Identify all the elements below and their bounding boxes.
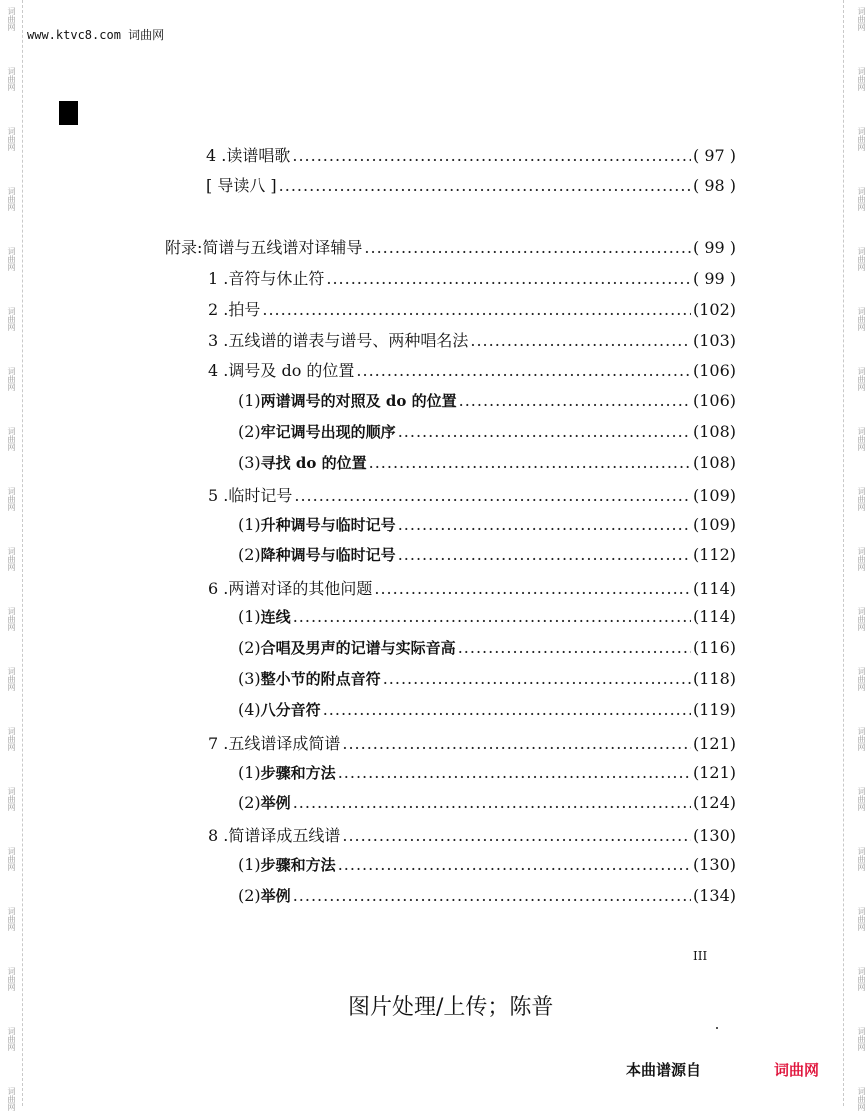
toc-entry[interactable] (208, 266, 736, 289)
toc-entry-title: 五线谱译成简谱 (228, 734, 341, 753)
toc-entry-title: 两谱调号的对照及 do 的位置 (260, 392, 457, 410)
toc-leader-dots (293, 793, 691, 812)
toc-subentry[interactable] (238, 637, 736, 658)
watermark-text: 词曲网 (857, 847, 866, 871)
toc-entry-number: 6 . (208, 579, 229, 598)
footer-source-label: 本曲谱源自 (626, 1061, 702, 1079)
toc-entry-page: (118) (692, 669, 736, 688)
toc-entry-title: 步骤和方法 (260, 856, 336, 874)
toc-entry[interactable] (165, 235, 736, 258)
toc-leader-dots (279, 176, 691, 195)
toc-entry-title: 连线 (260, 608, 291, 626)
watermark-text: 词曲网 (7, 727, 16, 751)
toc-entry[interactable] (208, 328, 736, 351)
toc-leader-dots (293, 607, 691, 626)
toc-entry-page: (119) (692, 700, 736, 719)
watermark-text: 词曲网 (7, 367, 16, 391)
toc-entry-number: (1) (238, 391, 261, 410)
toc-entry-title: 降种调号与临时记号 (260, 546, 396, 564)
watermark-text: 词曲网 (857, 427, 866, 451)
toc-entry-page: (108) (692, 453, 736, 472)
toc-entry-page: ( 99 ) (692, 269, 736, 288)
toc-entry-title: 牢记调号出现的顺序 (260, 423, 396, 441)
toc-leader-dots (326, 269, 691, 288)
toc-entry-number: 1 . (208, 269, 229, 288)
watermark-text: 词曲网 (857, 127, 866, 151)
watermark-text: 词曲网 (857, 967, 866, 991)
toc-leader-dots (470, 331, 691, 350)
toc-entry-page: (108) (692, 422, 736, 441)
watermark-text: 词曲网 (857, 7, 866, 31)
toc-subentry[interactable] (238, 885, 736, 906)
toc-entry-number: (2) (238, 422, 261, 441)
toc-subentry[interactable] (238, 421, 736, 442)
toc-subentry[interactable] (238, 514, 736, 535)
toc-subentry[interactable] (238, 390, 736, 411)
toc-entry[interactable] (206, 143, 736, 166)
toc-entry-title: 合唱及男声的记谱与实际音高 (260, 639, 456, 657)
watermark-text: 词曲网 (857, 1027, 866, 1051)
watermark-text: 词曲网 (857, 67, 866, 91)
watermark-text: 词曲网 (7, 187, 16, 211)
toc-subentry[interactable] (238, 668, 736, 689)
toc-entry-title: 拍号 (228, 300, 261, 319)
toc-entry-page: (109) (692, 486, 736, 505)
watermark-text: 词曲网 (857, 667, 866, 691)
toc-entry-title: 举例 (260, 794, 291, 812)
toc-entry-page: (106) (692, 361, 736, 380)
toc-subentry[interactable] (238, 792, 736, 813)
toc-entry-page: (112) (692, 545, 736, 564)
toc-subentry[interactable] (238, 544, 736, 565)
toc-entry-number: (1) (238, 607, 261, 626)
toc-entry-title: 升种调号与临时记号 (260, 516, 396, 534)
toc-leader-dots (398, 422, 691, 441)
toc-entry-page: ( 99 ) (692, 238, 736, 257)
watermark-text: 词曲网 (857, 487, 866, 511)
toc-entry-page: ( 97 ) (692, 146, 736, 165)
toc-entry-number: 3 . (208, 331, 229, 350)
watermark-text: 词曲网 (7, 487, 16, 511)
toc-entry-number: (1) (238, 763, 261, 782)
toc-entry[interactable] (208, 483, 736, 506)
toc-leader-dots (374, 579, 691, 598)
toc-leader-dots (364, 238, 691, 257)
toc-leader-dots (398, 515, 691, 534)
watermark-text: 词曲网 (7, 607, 16, 631)
toc-leader-dots (292, 146, 691, 165)
toc-entry-page: (114) (692, 579, 736, 598)
toc-leader-dots (369, 453, 691, 472)
watermark-text: 词曲网 (7, 1027, 16, 1051)
toc-entry-page: (109) (692, 515, 736, 534)
image-credit: 图片处理/上传；陈普 (348, 995, 554, 1020)
toc-subentry[interactable] (238, 699, 736, 720)
toc-leader-dots (293, 886, 691, 905)
watermark-text: 词曲网 (7, 247, 16, 271)
toc-entry-page: (103) (692, 331, 736, 350)
toc-entry-title: 读谱唱歌 (226, 146, 291, 165)
watermark-text: 词曲网 (7, 67, 16, 91)
toc-leader-dots (398, 545, 691, 564)
toc-subentry[interactable] (238, 762, 736, 783)
site-url[interactable]: www.ktvc8.com 词曲网 (27, 28, 165, 42)
watermark-text: 词曲网 (7, 1087, 16, 1111)
watermark-text: 词曲网 (857, 727, 866, 751)
toc-subentry[interactable] (238, 606, 736, 627)
watermark-text: 词曲网 (857, 907, 866, 931)
watermark-text: 词曲网 (857, 787, 866, 811)
toc-entry-title: 简谱译成五线谱 (228, 826, 341, 845)
toc-entry-number: (1) (238, 855, 261, 874)
toc-entry-number: (3) (238, 669, 261, 688)
toc-entry-number: (3) (238, 453, 261, 472)
toc-leader-dots (458, 638, 691, 657)
toc-leader-dots (342, 734, 691, 753)
footer-brand-link[interactable]: 词曲网 (774, 1061, 820, 1079)
toc-leader-dots (323, 700, 691, 719)
toc-entry[interactable] (208, 576, 736, 599)
toc-entry-page: (124) (692, 793, 736, 812)
toc-leader-dots (338, 855, 691, 874)
toc-entry-page: (116) (692, 638, 736, 657)
toc-entry-page: (130) (692, 855, 736, 874)
toc-entry-title: 简谱与五线谱对译辅导 (202, 238, 363, 257)
toc-entry-number: (2) (238, 638, 261, 657)
watermark-text: 词曲网 (7, 307, 16, 331)
toc-entry-title: 两谱对译的其他问题 (228, 579, 373, 598)
watermark-text: 词曲网 (7, 967, 16, 991)
toc-entry-page: (106) (692, 391, 736, 410)
toc-entry-number: 4 . (206, 146, 227, 165)
toc-entry[interactable] (208, 297, 736, 320)
toc-entry-title: 步骤和方法 (260, 764, 336, 782)
toc-entry[interactable] (208, 731, 736, 754)
watermark-text: 词曲网 (7, 847, 16, 871)
toc-entry-number: (2) (238, 886, 261, 905)
toc-entry-page: (130) (692, 826, 736, 845)
toc-leader-dots (459, 391, 691, 410)
watermark-text: 词曲网 (857, 307, 866, 331)
toc-entry-page: (114) (692, 607, 736, 626)
watermark-text: 词曲网 (7, 427, 16, 451)
toc-entry-number: (4) (238, 700, 261, 719)
watermark-text: 词曲网 (7, 787, 16, 811)
toc-entry-number: (2) (238, 793, 261, 812)
toc-entry-title: 寻找 do 的位置 (260, 454, 367, 472)
page-number: III (693, 949, 708, 963)
toc-subentry[interactable] (238, 452, 736, 473)
toc-entry-page: (121) (692, 734, 736, 753)
toc-entry-title: 五线谱的谱表与谱号、两种唱名法 (228, 331, 469, 350)
toc-entry-page: (102) (692, 300, 736, 319)
toc-entry-title: 调号及 do 的位置 (228, 361, 355, 380)
watermark-text: 词曲网 (857, 547, 866, 571)
toc-entry-page: (121) (692, 763, 736, 782)
watermark-text: 词曲网 (857, 1087, 866, 1111)
toc-entry-title: [ 导读八 ] (206, 176, 277, 195)
watermark-text: 词曲网 (857, 247, 866, 271)
toc-entry-number: 附录: (165, 238, 203, 257)
watermark-text: 词曲网 (857, 607, 866, 631)
toc-entry-number: 8 . (208, 826, 229, 845)
toc-entry-title: 举例 (260, 887, 291, 905)
toc-leader-dots (294, 486, 691, 505)
toc-leader-dots (262, 300, 691, 319)
toc-entry-number: 2 . (208, 300, 229, 319)
toc-entry[interactable] (206, 173, 736, 196)
toc-entry-number: 4 . (208, 361, 229, 380)
watermark-text: 词曲网 (7, 547, 16, 571)
toc-entry-number: 5 . (208, 486, 229, 505)
speck (716, 1027, 718, 1029)
toc-entry-number: (2) (238, 545, 261, 564)
toc-entry-title: 整小节的附点音符 (260, 670, 381, 688)
toc-entry-number: 7 . (208, 734, 229, 753)
toc-entry-title: 音符与休止符 (228, 269, 325, 288)
toc-leader-dots (338, 763, 691, 782)
toc-leader-dots (356, 361, 691, 380)
watermark-text: 词曲网 (857, 187, 866, 211)
toc-subentry[interactable] (238, 854, 736, 875)
watermark-text: 词曲网 (7, 7, 16, 31)
toc-entry-title: 临时记号 (228, 486, 293, 505)
toc-entry-title: 八分音符 (260, 701, 321, 719)
toc-entry-number: (1) (238, 515, 261, 534)
toc-entry[interactable] (208, 358, 736, 381)
toc-entry-page: (134) (692, 886, 736, 905)
watermark-text: 词曲网 (7, 667, 16, 691)
toc-entry[interactable] (208, 823, 736, 846)
watermark-text: 词曲网 (7, 127, 16, 151)
watermark-text: 词曲网 (857, 367, 866, 391)
toc-leader-dots (383, 669, 691, 688)
watermark-text: 词曲网 (7, 907, 16, 931)
toc-leader-dots (342, 826, 691, 845)
toc-entry-page: ( 98 ) (692, 176, 736, 195)
